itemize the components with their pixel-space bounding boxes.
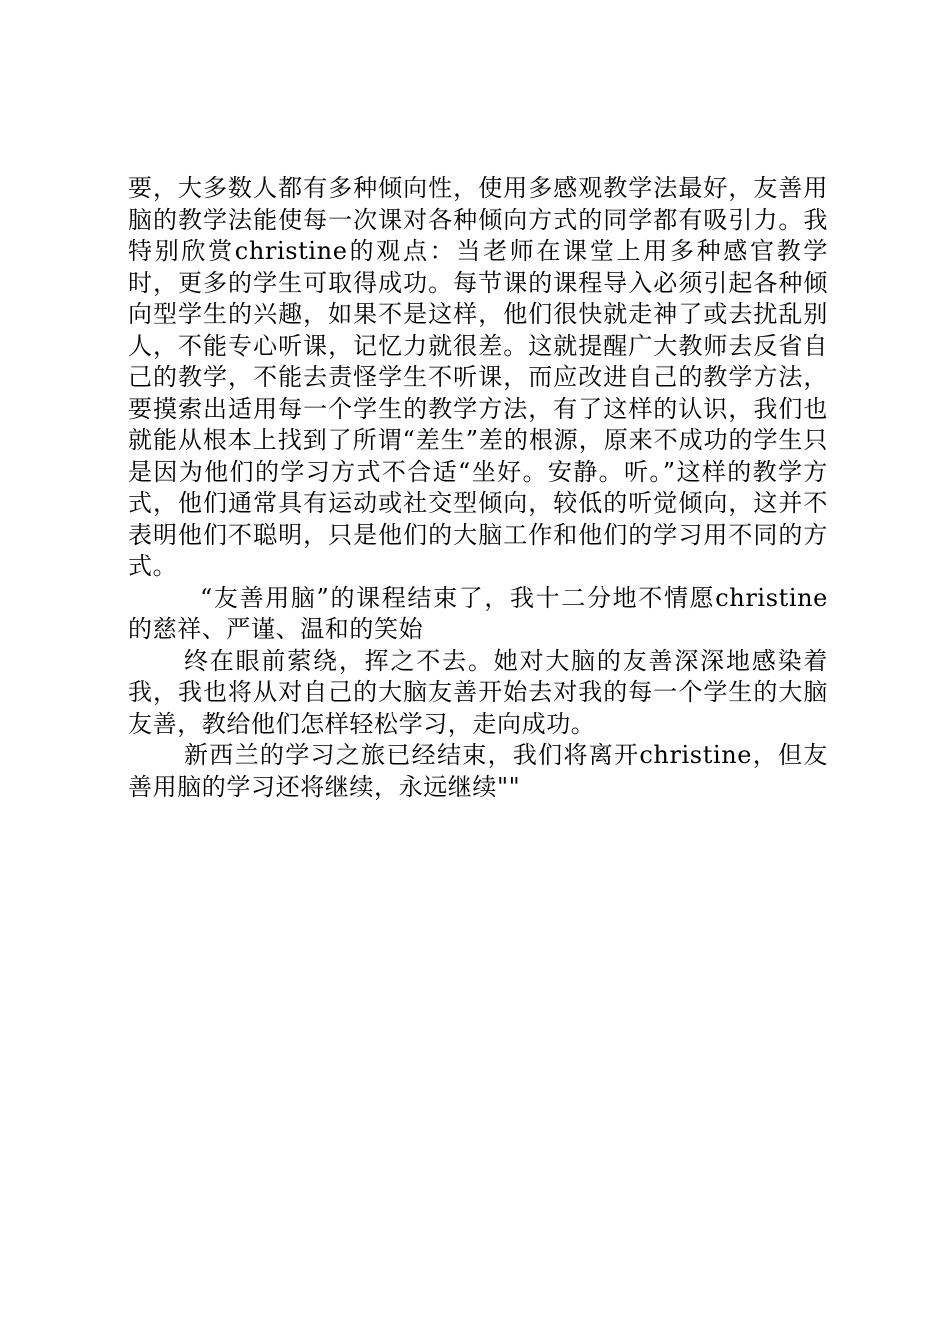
paragraph-3: 终在眼前萦绕，挥之不去。她对大脑的友善深深地感染着我，我也将从对自己的大脑友善开始去对我的每一个学生的大脑友善，教给他们怎样轻松学习，走向成功。 [128, 646, 828, 738]
paragraph-2: “友善用脑”的课程结束了，我十二分地不情愿christine的慈祥、严谨、温和的笑始 [128, 583, 828, 643]
body-text [128, 173, 828, 803]
paragraph-4: 新西兰的学习之旅已经结束，我们将离开christine，但友善用脑的学习还将继续，永远继续"" [128, 741, 828, 801]
paragraph-1: 要，大多数人都有多种倾向性，使用多感观教学法最好，友善用脑的教学法能使每一次课对各种倾向方式的同学都有吸引力。我特别欣赏christine的观点：当老师在课堂上用多种感官教学时，更多的学生可取得成功。每节课的课程导入必须引起各种倾向型学生的兴趣，如果不是这样，他们很快就走神了或去扰乱别人，不能专心听课，记忆力就很差。这就提醒广大教师去反省自己的教学，不能去责怪学生不听课，而应改进自己的教学方法，要摸索出适用每一个学生的教学方法，有了这样的认识，我们也就能从根本上找到了所谓“差生”差的根源，原来不成功的学生只是因为他们的学习方式不合适“坐好。安静。听。”这样的教学方式，他们通常具有运动或社交型倾向，较低的听觉倾向，这并不表明他们不聪明，只是他们的大脑工作和他们的学习用不同的方式。 [128, 174, 828, 580]
